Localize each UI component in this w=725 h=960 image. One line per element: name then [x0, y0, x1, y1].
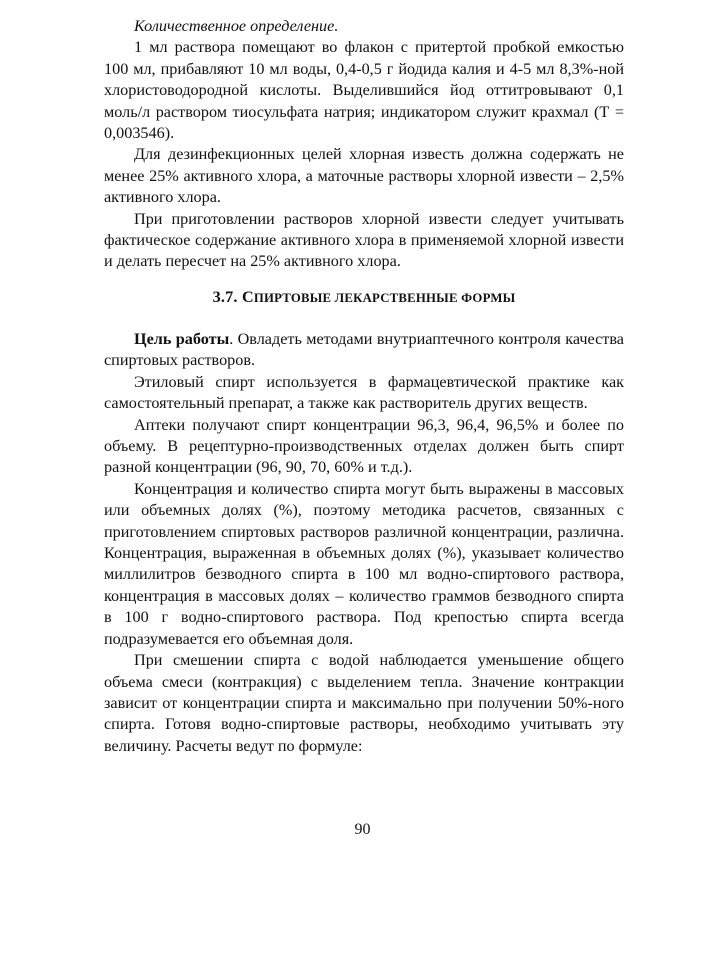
section-title — [104, 288, 624, 307]
subsection-heading: Количественное определение. — [134, 17, 339, 35]
section-title-capital: С — [241, 288, 254, 306]
paragraph-recalculation-note: При приготовлении растворов хлорной извести следует учитывать фактическое содержание активного хлора в применяемой хлорной извести и делать пересчет на 25% активного хлора. — [104, 209, 624, 271]
paragraph-concentration-expression: Концентрация и количество спирта могут быть выражены в массовых или объемных долях (%), поэтому методика расчетов, связанных с приготовлением спиртовых растворов различной концентрации, различна. Концентрация, выраженная в объемных долях (%), указывает количество миллилитров безводного спирта в 100 мл водно-спиртового раствора, концентрация в массовых долях – количество граммов безводного спирта в 100 г водно-спиртового раствора. Под крепостью спирта всегда подразумевается его объемная доля. — [104, 479, 624, 648]
paragraph-contraction: При смешении спирта с водой наблюдается уменьшение общего объема смеси (контракция) с выделением тепла. Значение контракции зависит от концентрации спирта и максимально при получении 50%-ного спирта. Готовя водно-спиртовые растворы, необходимо учитывать эту величину. Расчеты ведут по формуле: — [104, 651, 624, 755]
section-title-rest: ПИРТОВЫЕ ЛЕКАРСТВЕННЫЕ ФОРМЫ — [253, 291, 516, 305]
section-number: 3.7. — [212, 288, 238, 306]
section-body — [104, 329, 624, 757]
goal-label: Цель работы — [134, 330, 230, 348]
top-text-block — [104, 16, 624, 273]
paragraph-ethanol-usage: Этиловый спирт используется в фармацевтической практике как самостоятельный препарат, а также как растворитель других веществ. — [104, 372, 624, 413]
paragraph-pharmacy-supply: Аптеки получают спирт концентрации 96,3, 96,4, 96,5% и более по объему. В рецептурно-производственных отделах должен быть спирт разной концентрации (96, 90, 70, 60% и т.д.). — [104, 415, 624, 477]
paragraph-disinfection-requirements: Для дезинфекционных целей хлорная известь должна содержать не менее 25% активного хлора, а маточные растворы хлорной извести – 2,5% активного хлора. — [104, 145, 624, 207]
paragraph-goal — [104, 329, 624, 372]
paragraph-assay-procedure: 1 мл раствора помещают во флакон с притертой пробкой емкостью 100 мл, прибавляют 10 мл воды, 0,4-0,5 г йодида калия и 4-5 мл 8,3%-ной хлористоводородной кислоты. Выделившийся йод оттитровывают 0,1 моль/л раствором тиосульфата натрия; индикатором служит крахмал (Т = 0,003546). — [104, 38, 624, 143]
goal-text: . Овладеть методами внутриаптечного контроля качества спиртовых растворов. — [104, 330, 624, 370]
page-number: 90 — [354, 821, 371, 838]
